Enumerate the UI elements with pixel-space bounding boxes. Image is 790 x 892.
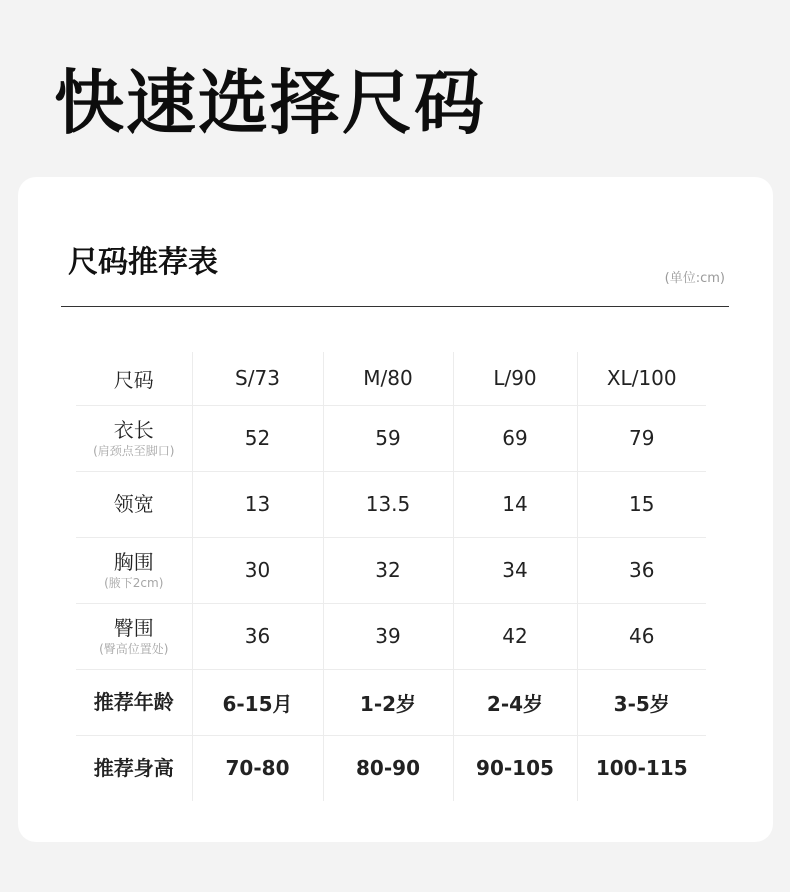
table-row [76,471,706,537]
header-cell: XL/100 [577,352,706,405]
table-cell: 13 [192,471,323,537]
row-label: 推荐身高 [93,756,174,781]
table-cell: 14 [453,471,577,537]
table-cell: 52 [192,405,323,471]
row-label-cell [76,735,192,801]
table-cell: 39 [323,603,453,669]
row-label: 胸围 [113,549,154,574]
table-cell: 46 [577,603,706,669]
table-cell: 13.5 [323,471,453,537]
table-cell: 70-80 [192,735,323,801]
title-divider [61,306,729,307]
header-cell: M/80 [323,352,453,405]
table-header-row [76,352,706,405]
table-cell: 2-4岁 [453,669,577,735]
table-cell: 3-5岁 [577,669,706,735]
page-title: 快速选择尺码 [54,62,486,144]
size-table [76,352,706,801]
table-row [76,603,706,669]
row-label-cell [76,603,192,669]
card-title: 尺码推荐表 [68,245,218,280]
row-label: 领宽 [113,492,154,516]
table-row [76,537,706,603]
table-cell: 36 [577,537,706,603]
table-cell: 90-105 [453,735,577,801]
table-cell: 79 [577,405,706,471]
table-cell: 30 [192,537,323,603]
row-label-cell [76,537,192,603]
table-cell: 32 [323,537,453,603]
row-label: 推荐年龄 [93,690,174,714]
row-label-cell [76,669,192,735]
table-cell: 15 [577,471,706,537]
header-cell: 尺码 [76,352,192,405]
size-chart-card [18,177,773,842]
table-cell: 69 [453,405,577,471]
table-cell: 36 [192,603,323,669]
row-sublabel: (腋下2cm) [104,575,164,590]
table-cell: 100-115 [595,756,688,781]
table-cell: 1-2岁 [323,669,453,735]
row-label: 衣长 [113,417,154,442]
row-sublabel: (臀高位置处) [99,641,169,656]
table-cell: 34 [453,537,577,603]
row-label-cell [76,405,192,471]
table-cell: 6-15月 [192,669,323,735]
table-cell: 42 [453,603,577,669]
table-row [76,669,706,735]
table-row [76,735,706,801]
row-label: 臀围 [113,615,154,640]
header-cell: L/90 [453,352,577,405]
header-cell: S/73 [192,352,323,405]
unit-note: (单位:cm) [664,271,725,286]
table-row [76,405,706,471]
table-cell: 59 [323,405,453,471]
table-cell: 80-90 [323,735,453,801]
row-label-cell [76,471,192,537]
row-sublabel: (肩颈点至脚口) [93,443,175,458]
